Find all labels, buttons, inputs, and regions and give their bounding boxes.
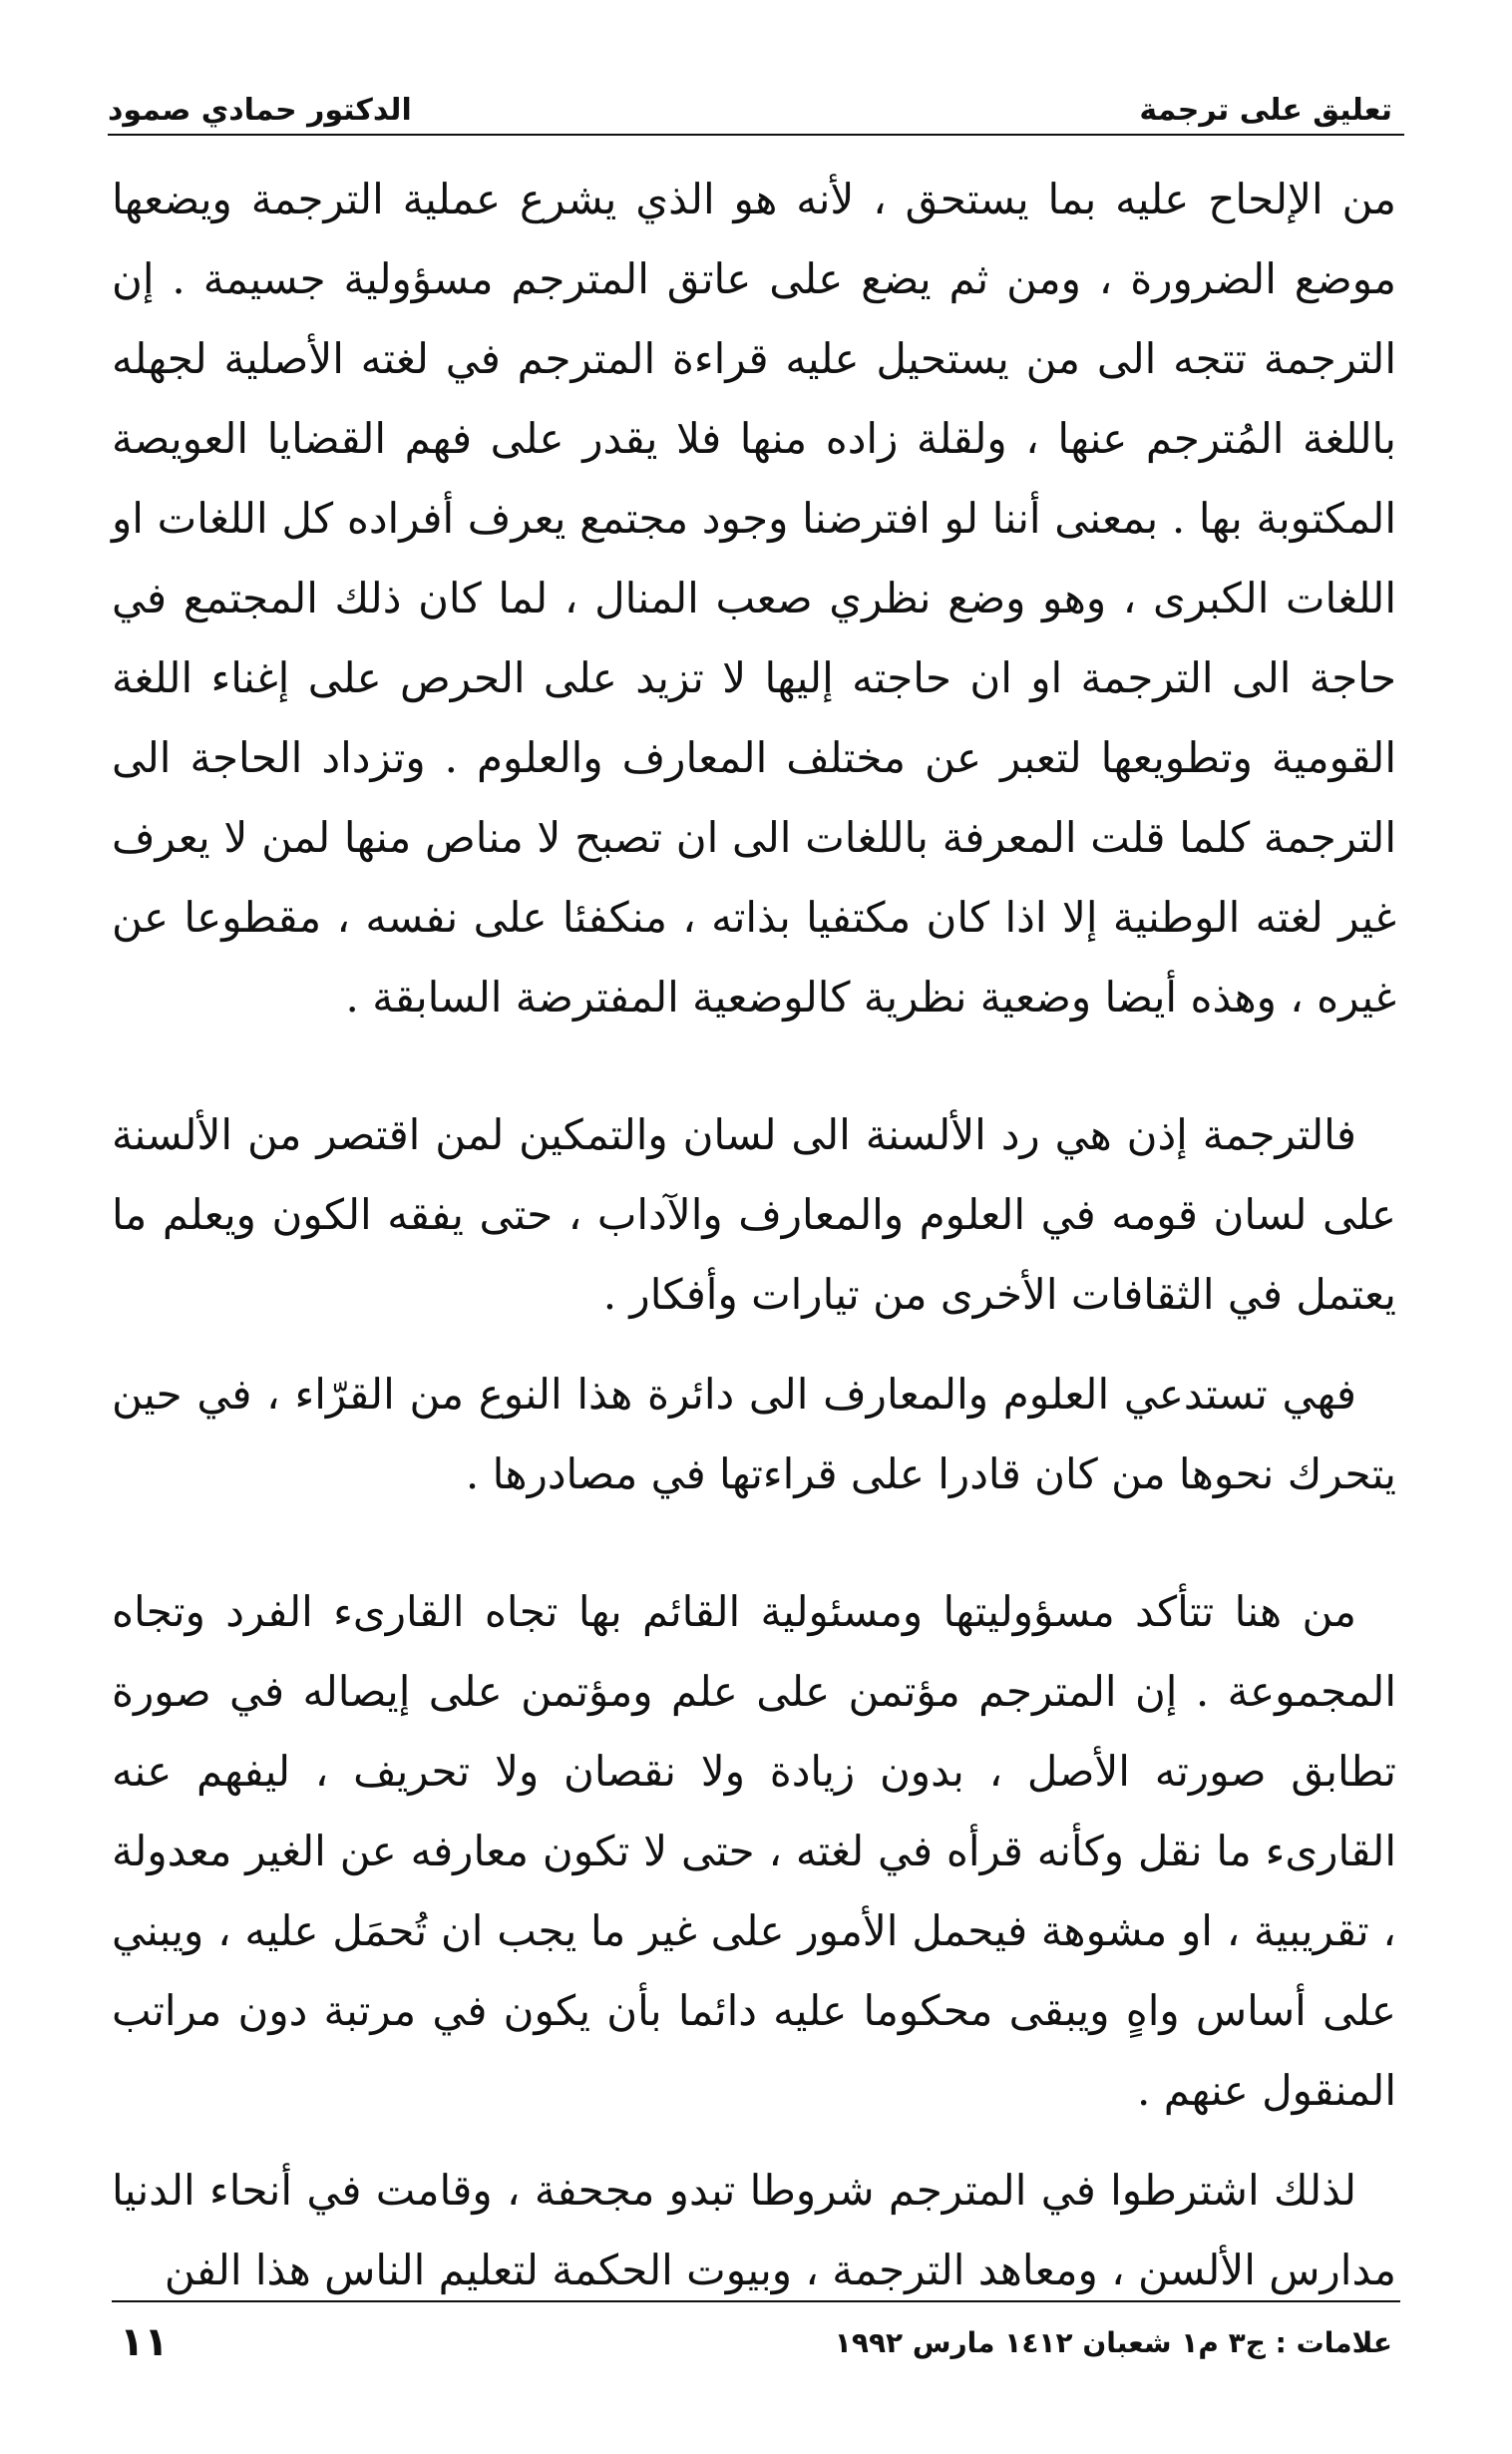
page-number: ١١ bbox=[120, 2319, 169, 2365]
running-head bbox=[108, 72, 1392, 128]
header-rule bbox=[108, 134, 1404, 136]
paragraph-gap bbox=[112, 2131, 1396, 2151]
header-author: الدكتور حمادي صمود bbox=[108, 93, 412, 128]
paragraph-3: فهي تستدعي العلوم والمعارف الى دائرة هذا النوع من القرّاء ، في حين يتحرك نحوها من كان قادرا على قراءتها في مصادرها . bbox=[112, 1370, 1396, 1498]
paragraph-1: من الإلحاح عليه بما يستحق ، لأنه هو الذي يشرع عملية الترجمة ويضعها موضع الضرورة ، ومن ثم يضع على عاتق المترجم مسؤولية جسيمة . إن الترجمة تتجه الى من يستحيل عليه قراءة المترجم في لغته الأصلية لجهله باللغة المُترجم عنها ، ولقلة زاده منها فلا يقدر على فهم القضايا العويصة المكتوبة بها . بمعنى أننا لو افترضنا وجود مجتمع يعرف أفراده كل اللغات او اللغات الكبرى ، وهو وضع نظري صعب المنال ، لما كان ذلك المجتمع في حاجة الى الترجمة او ان حاجته إليها لا تزيد على الحرص على إغناء اللغة القومية وتطويعها لتعبر عن مختلف المعارف والعلوم . وتزداد الحاجة الى الترجمة كلما قلت المعرفة باللغات الى ان تصبح لا مناص منها لمن لا يعرف غير لغته الوطنية إلا اذا كان مكتفيا بذاته ، منكفئا على نفسه ، مقطوعا عن غيره ، وهذه أيضا وضعية نظرية كالوضعية المفترضة السابقة . bbox=[112, 175, 1396, 1022]
paragraph-4: من هنا تتأكد مسؤوليتها ومسئولية القائم بها تجاه القارىء الفرد وتجاه المجموعة . إن المترجم مؤتمن على علم ومؤتمن على إيصاله في صورة تطابق صورته الأصل ، بدون زيادة ولا نقصان ولا تحريف ، ليفهم عنه القارىء ما نقل وكأنه قرأه في لغته ، حتى لا تكون معارفه عن الغير معدولة ، تقريبية ، او مشوهة فيحمل الأمور على غير ما يجب ان تُحمَل عليه ، ويبني على أساس واهٍ ويبقى محكوما عليه دائما بأن يكون في مرتبة دون مراتب المنقول عنهم . bbox=[112, 1587, 1396, 2115]
journal-citation: علامات : ج٣ م١ شعبان ١٤١٢ مارس ١٩٩٢ bbox=[834, 2325, 1392, 2359]
paragraph-gap bbox=[112, 1037, 1396, 1095]
footer bbox=[120, 2312, 1392, 2372]
paragraph-5: لذلك اشترطوا في المترجم شروطا تبدو مجحفة ، وقامت في أنحاء الدنيا مدارس الألسن ، ومعاهد الترجمة ، وبيوت الحكمة لتعليم الناس هذا الفن bbox=[112, 2166, 1396, 2294]
footer-rule bbox=[112, 2300, 1400, 2302]
article-body bbox=[112, 160, 1396, 2310]
paragraph-gap bbox=[112, 1514, 1396, 1572]
paragraph-gap bbox=[112, 1335, 1396, 1355]
header-title: تعليق على ترجمة bbox=[1139, 93, 1392, 128]
paragraph-2: فالترجمة إذن هي رد الألسنة الى لسان والتمكين لمن اقتصر من الألسنة على لسان قومه في العلوم والمعارف والآداب ، حتى يفقه الكون ويعلم ما يعتمل في الثقافات الأخرى من تيارات وأفكار . bbox=[112, 1110, 1396, 1319]
